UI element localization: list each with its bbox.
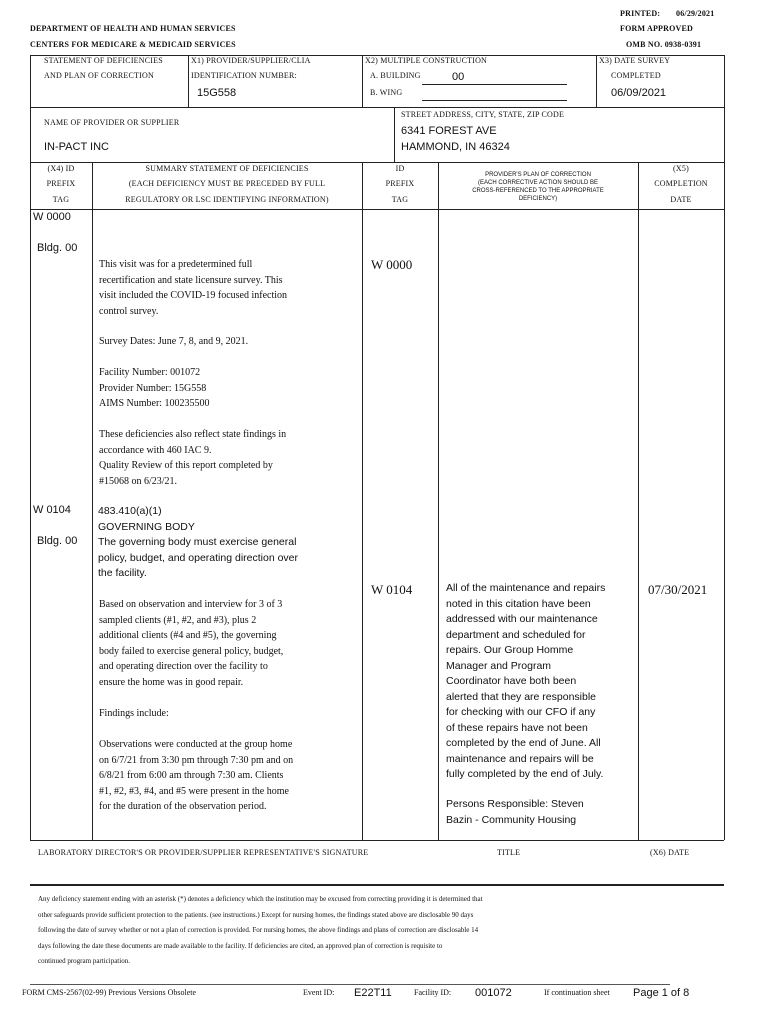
x4-id-label: (X4) ID [47,164,75,173]
x1-label: X1) PROVIDER/SUPPLIER/CLIA [191,56,311,65]
summary-note-2: REGULATORY OR LSC IDENTIFYING INFORMATION) [125,195,329,204]
facility-id-label: Facility ID: [414,988,452,997]
completion-date-label: DATE [670,195,692,204]
plan-label-1: PROVIDER'S PLAN OF CORRECTION [485,172,591,178]
entry-bldg-1: Bldg. 00 [37,242,78,254]
regulation-text: 483.410(a)(1) GOVERNING BODY The governing body must exercise general policy, budget, and operating direction over the facility. [98,505,299,579]
entry-para-3: Facility Number: 001072 Provider Number: 15G558 AIMS Number: 100235500 [99,367,210,409]
entry-tag-w0104: W 0104 [33,504,71,516]
printed-date: 06/29/2021 [676,9,715,18]
x1-label-2: IDENTIFICATION NUMBER: [191,71,297,80]
form-number: FORM CMS-2567(02-99) Previous Versions Obsolete [22,988,197,997]
plan-label: AND PLAN OF CORRECTION [44,71,154,80]
plan-label-3: CROSS-REFERENCED TO THE APPROPRIATE [472,188,604,194]
completion-date: 07/30/2021 [648,582,708,597]
entry-bldg-2: Bldg. 00 [37,535,78,547]
event-id-value: E22T11 [354,987,392,999]
printed-label: PRINTED: [620,9,661,18]
survey-date: 06/09/2021 [611,87,667,99]
title-label: TITLE [497,848,521,857]
omb-number: OMB NO. 0938-0391 [626,40,702,49]
id-tag-w0000: W 0000 [371,257,413,272]
completion-label: COMPLETION [654,179,708,188]
date-label: (X6) DATE [650,848,690,857]
signature-label: LABORATORY DIRECTOR'S OR PROVIDER/SUPPLIER REPRESENTATIVE'S SIGNATURE [38,848,369,857]
x4-tag-label: TAG [52,195,70,204]
entry-para-6: Findings include: [99,708,169,719]
summary-note: (EACH DEFICIENCY MUST BE PRECEDED BY FULL [128,179,326,188]
id-tag-w0104: W 0104 [371,582,413,597]
address-line-1: 6341 FOREST AVE [401,125,497,137]
plan-of-correction-text: All of the maintenance and repairs noted in this citation have been addressed with our maintenance department and scheduled for repairs. Our Group Homme Manager and Program Coordinator have both been alerted that they are responsible for checking with our CFO if any of these repairs have not been completed by the end of June. All maintenance and repairs will be fully completed by the end of July. [446,582,606,780]
centers-title: CENTERS FOR MEDICARE & MEDICAID SERVICES [30,40,236,49]
x3-label: X3) DATE SURVEY [599,56,671,65]
continuation-label: If continuation sheet [544,988,610,997]
entry-tag-w0000: W 0000 [33,211,71,223]
x2-label: X2) MULTIPLE CONSTRUCTION [365,56,488,65]
plan-label-2: (EACH CORRECTIVE ACTION SHOULD BE [477,180,599,186]
entry-para-1: This visit was for a predetermined full recertification and state licensure survey. This visit included the COVID-19 focused infection control survey. [99,259,288,317]
id-label: ID [395,164,405,173]
entry-para-4: These deficiencies also reflect state findings in accordance with 460 IAC 9. Quality Review of this report completed by #15068 on 6/23/21. [99,429,287,487]
provider-name: IN-PACT INC [44,141,109,153]
page-number: Page 1 of 8 [633,987,690,999]
address-label: STREET ADDRESS, CITY, STATE, ZIP CODE [401,110,565,119]
statement-label: STATEMENT OF DEFICIENCIES [44,56,163,65]
x5-label: (X5) [673,164,689,173]
facility-id-value: 001072 [475,987,512,999]
x4-prefix-label: PREFIX [46,179,76,188]
entry-para-5: Based on observation and interview for 3 of 3 sampled clients (#1, #2, and #3), plus 2 additional clients (#4 and #5), the governing body failed to exercise general policy, budget, and operating direction over the facility to ensure the home was in good repair. [99,599,284,688]
persons-responsible-text: Persons Responsible: Steven Bazin - Community Housing [446,798,584,826]
provider-number: 15G558 [197,87,237,99]
event-id-label: Event ID: [303,988,335,997]
building-label: A. BUILDING [370,71,421,80]
form-approved: FORM APPROVED [620,24,694,33]
provider-name-label: NAME OF PROVIDER OR SUPPLIER [44,118,180,127]
id-prefix-label: PREFIX [385,179,415,188]
entry-para-2: Survey Dates: June 7, 8, and 9, 2021. [99,336,249,347]
plan-label-4: DEFICIENCY) [518,196,558,202]
wing-label: B. WING [370,88,403,97]
id-tag-label: TAG [391,195,409,204]
address-line-2: HAMMOND, IN 46324 [401,141,510,153]
x3-label-2: COMPLETED [611,71,661,80]
department-title: DEPARTMENT OF HEALTH AND HUMAN SERVICES [30,24,236,33]
summary-label: SUMMARY STATEMENT OF DEFICIENCIES [145,164,309,173]
building-value: 00 [452,71,465,83]
entry-para-7: Observations were conducted at the group home on 6/7/21 from 3:30 pm through 7:30 pm and on 6/8/21 from 6:00 am through 7:30 am. Clients #1, #2, #3, #4, and #5 were present in the home for the duration of the observation period. [99,739,294,812]
disclaimer-text: Any deficiency statement ending with an asterisk (*) denotes a deficiency which the institution may be excused from correcting providing it is determined that other safeguards provide sufficient protection to the patients. (see instructions.) Except for nursing homes, the findings stated above are disclosable 90 days following the date of survey whether or not a plan of correction is provided. For nursing homes, the above findings and plans of correction are disclosable 14 days following the date these documents are made available to the facility. If deficiencies are cited, an approved plan of correction is requisite to continued program participation. [38,895,483,965]
